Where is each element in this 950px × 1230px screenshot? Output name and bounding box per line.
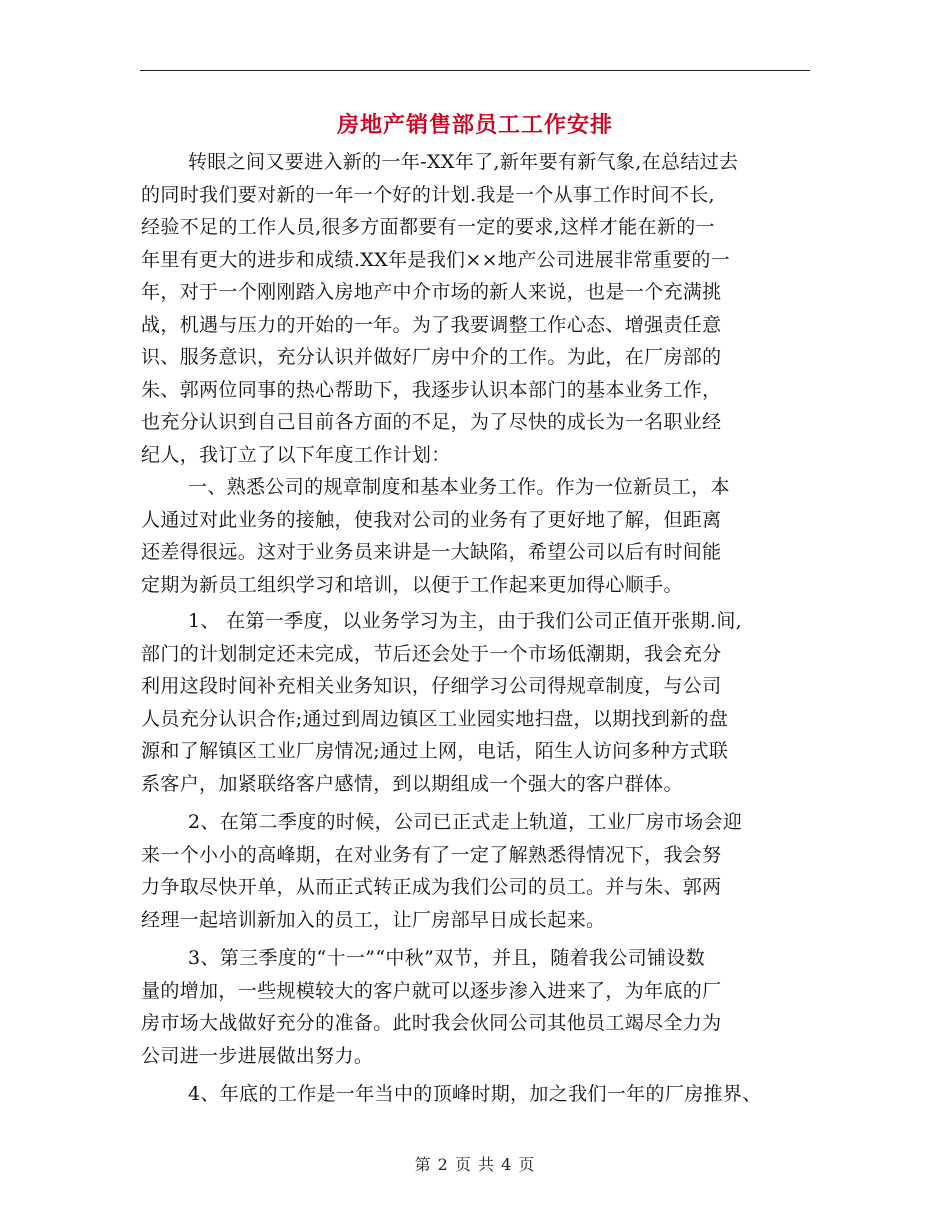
document-title: 房地产销售部员工工作安排	[336, 112, 613, 138]
text-line: 4、年底的工作是一年当中的顶峰时期，加之我们一年的厂房推界、	[188, 1083, 762, 1105]
text-line: 1、 在第一季度，以业务学习为主，由于我们公司正值开张期.间,	[188, 610, 743, 632]
text-line: 经理一起培训新加入的员工，让厂房部早日成长起来。	[141, 908, 606, 931]
text-line: 2、在第二季度的时候，公司已正式走上轨道，工业厂房市场会迎	[188, 811, 743, 833]
text-line: 战，机遇与压力的开始的一年。为了我要调整工作心态、增强责任意	[141, 313, 722, 336]
text-line: 经验不足的工作人员,很多方面都要有一定的要求,这样才能在新的一	[141, 216, 715, 238]
text-line: 3、第三季度的“十一”“中秋”双节，并且，随着我公司铺设数	[188, 947, 706, 969]
text-line: 量的增加，一些规模较大的客户就可以逐步渗入进来了，为年底的厂	[141, 979, 722, 1002]
page-number: 第 2 页 共 4 页	[414, 1155, 536, 1174]
text-line: 也充分认识到自己目前各方面的不足，为了尽快的成长为一名职业经	[141, 411, 722, 433]
text-line: 部门的计划制定还未完成，节后还会处于一个市场低潮期，我会充分	[141, 642, 722, 665]
text-line: 系客户，加紧联络客户感情，到以期组成一个强大的客户群体。	[141, 772, 683, 795]
text-line: 人员充分认识合作;通过到周边镇区工业园实地扫盘，以期找到新的盘	[141, 707, 729, 730]
text-line: 的同时我们要对新的一年一个好的计划.我是一个从事工作时间不长,	[141, 183, 715, 206]
header-rule	[140, 70, 810, 71]
text-line: 定期为新员工组织学习和培训，以便于工作起来更加得心顺手。	[141, 573, 683, 596]
text-line: 公司进一步进展做出努力。	[141, 1044, 374, 1067]
text-line: 来一个小小的高峰期，在对业务有了一定了解熟悉得情况下，我会努	[141, 843, 722, 866]
text-line: 力争取尽快开单，从而正式转正成为我们公司的员工。并与朱、郭两	[141, 876, 722, 898]
text-line: 还差得很远。这对于业务员来讲是一大缺陷，希望公司以后有时间能	[141, 541, 722, 563]
text-line: 人通过对此业务的接触，使我对公司的业务有了更好地了解，但距离	[141, 508, 722, 531]
text-line: 一、熟悉公司的规章制度和基本业务工作。作为一位新员工，本	[188, 476, 730, 498]
text-line: 纪人，我订立了以下年度工作计划：	[141, 443, 451, 466]
text-line: 朱、郭两位同事的热心帮助下，我逐步认识本部门的基本业务工作，	[141, 378, 722, 401]
text-line: 房市场大战做好充分的准备。此时我会伙同公司其他员工竭尽全力为	[141, 1012, 722, 1034]
text-line: 利用这段时间补充相关业务知识，仔细学习公司得规章制度，与公司	[141, 675, 722, 697]
text-line: 源和了解镇区工业厂房情况;通过上网，电话，陌生人访问多种方式联	[141, 740, 729, 762]
text-line: 年里有更大的进步和成绩.XX年是我们××地产公司进展非常重要的一	[141, 248, 731, 271]
text-line: 识、服务意识，充分认识并做好厂房中介的工作。为此，在厂房部的	[141, 346, 722, 368]
text-line: 转眼之间又要进入新的一年-XX年了,新年要有新气象,在总结过去	[188, 151, 739, 173]
text-line: 年，对于一个刚刚踏入房地产中介市场的新人来说，也是一个充满挑	[141, 281, 722, 303]
